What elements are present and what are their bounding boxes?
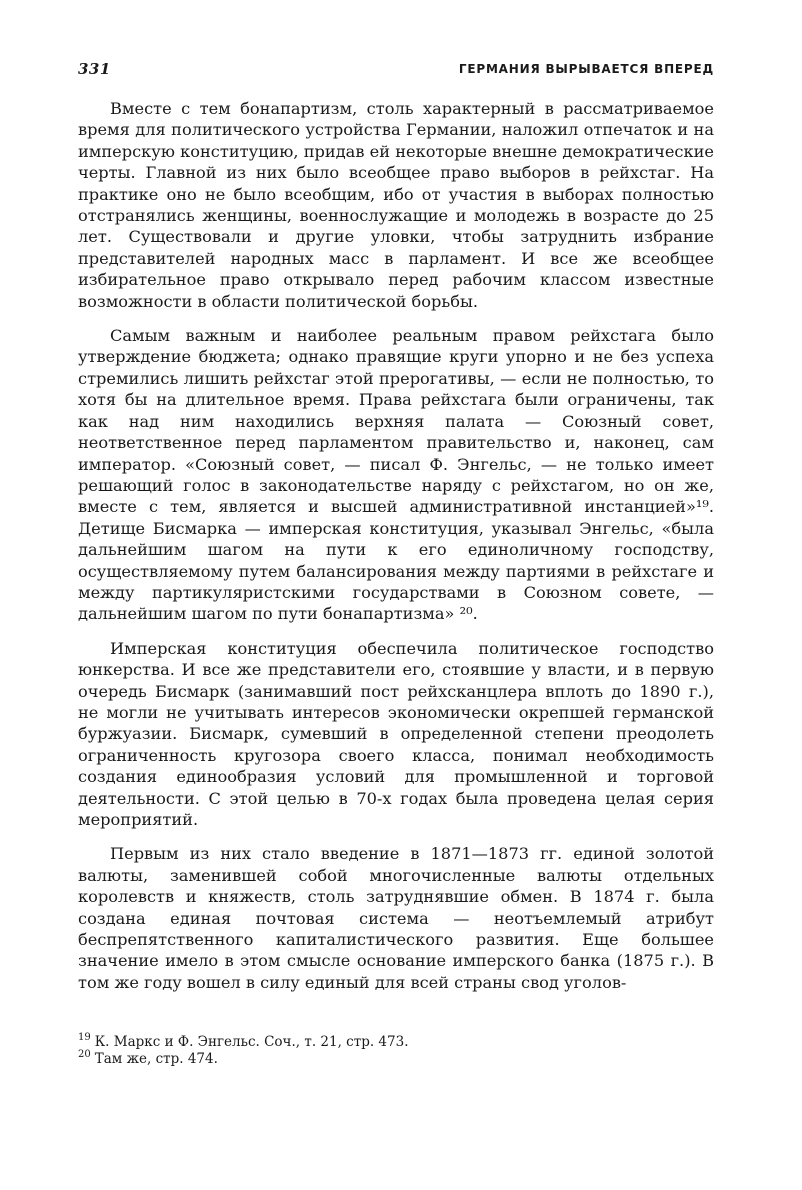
footnote bbox=[78, 1051, 714, 1068]
footnote-text: К. Маркс и Ф. Энгельс. Соч., т. 21, стр. 473. bbox=[94, 1034, 409, 1050]
footnote-marker: 19 bbox=[78, 1032, 91, 1043]
page-header bbox=[78, 60, 714, 84]
paragraph: Имперская конституция обеспечила политическое господство юнкерства. И все же представители его, стоявшие у власти, и в первую очередь Бисмарк (занимавший пост рейхсканцлера вплоть до 1890 г.), не могли не учитывать интересов экономически окрепшей германской буржуазии. Бисмарк, сумевший в определенной степени преодолеть ограниченность кругозора своего класса, понимал необходимость создания единообразия условий для промышленной и торговой деятельности. С этой целью в 70-х годах была проведена целая серия мероприятий. bbox=[78, 638, 714, 829]
paragraph: Первым из них стало введение в 1871—1873 гг. единой золотой валюты, заменившей собой многочисленные валюты отдельных королевств и княжеств, столь затруднявшие обмен. В 1874 г. была создана единая почтовая система — неотъемлемый атрибут беспрепятственного капиталистического развития. Еще большее значение имело в этом смысле основание имперского банка (1875 г.). В том же году вошел в силу единый для всей страны свод уголов- bbox=[78, 844, 714, 992]
paragraph: Вместе с тем бонапартизм, столь характерный в рассматриваемое время для политического устройства Германии, наложил отпечаток и на имперскую конституцию, придав ей некоторые внешне демократические черты. Главной из них было всеобщее право выборов в рейхстаг. На практике оно не было всеобщим, ибо от участия в выборах полностью отстранялись женщины, военнослужащие и молодежь в возрасте до 25 лет. Существовали и другие уловки, чтобы затруднить избрание представителей народных масс в парламент. И все же всеобщее избирательное право открывало перед рабочим классом известные возможности в области политической борьбы. bbox=[78, 99, 714, 311]
footnote-text: Там же, стр. 474. bbox=[94, 1051, 218, 1067]
footnote bbox=[78, 1034, 714, 1051]
running-head: ГЕРМАНИЯ ВЫРЫВАЕТСЯ ВПЕРЕД bbox=[458, 62, 714, 76]
page-number: 331 bbox=[78, 60, 111, 78]
body-text bbox=[78, 98, 714, 1006]
footnotes bbox=[78, 1034, 714, 1068]
paragraph: Самым важным и наиболее реальным правом рейхстага было утверждение бюджета; однако правящие круги упорно и не без успеха стремились лишить рейхстаг этой прерогативы, — если не полностью, то хотя бы на длительное время. Права рейхстага были ограничены, так как над ним находились верхняя палата — Союзный совет, неответственное перед парламентом правительство и, наконец, сам император. «Союзный совет, — писал Ф. Энгельс, — не только имеет решающий голос в законодательстве наряду с рейхстагом, но он же, вместе с тем, является и высшей административной инстанцией»¹⁹. Детище Бисмарка — имперская конституция, указывал Энгельс, «была дальнейшим шагом на пути к его единоличному господству, осуществляемому путем балансирования между партиями в рейхстаге и между партикуляристскими государствами в Союзном совете, — дальнейшим шагом по пути бонапартизма» ²⁰. bbox=[78, 326, 714, 624]
footnote-marker: 20 bbox=[78, 1049, 91, 1060]
